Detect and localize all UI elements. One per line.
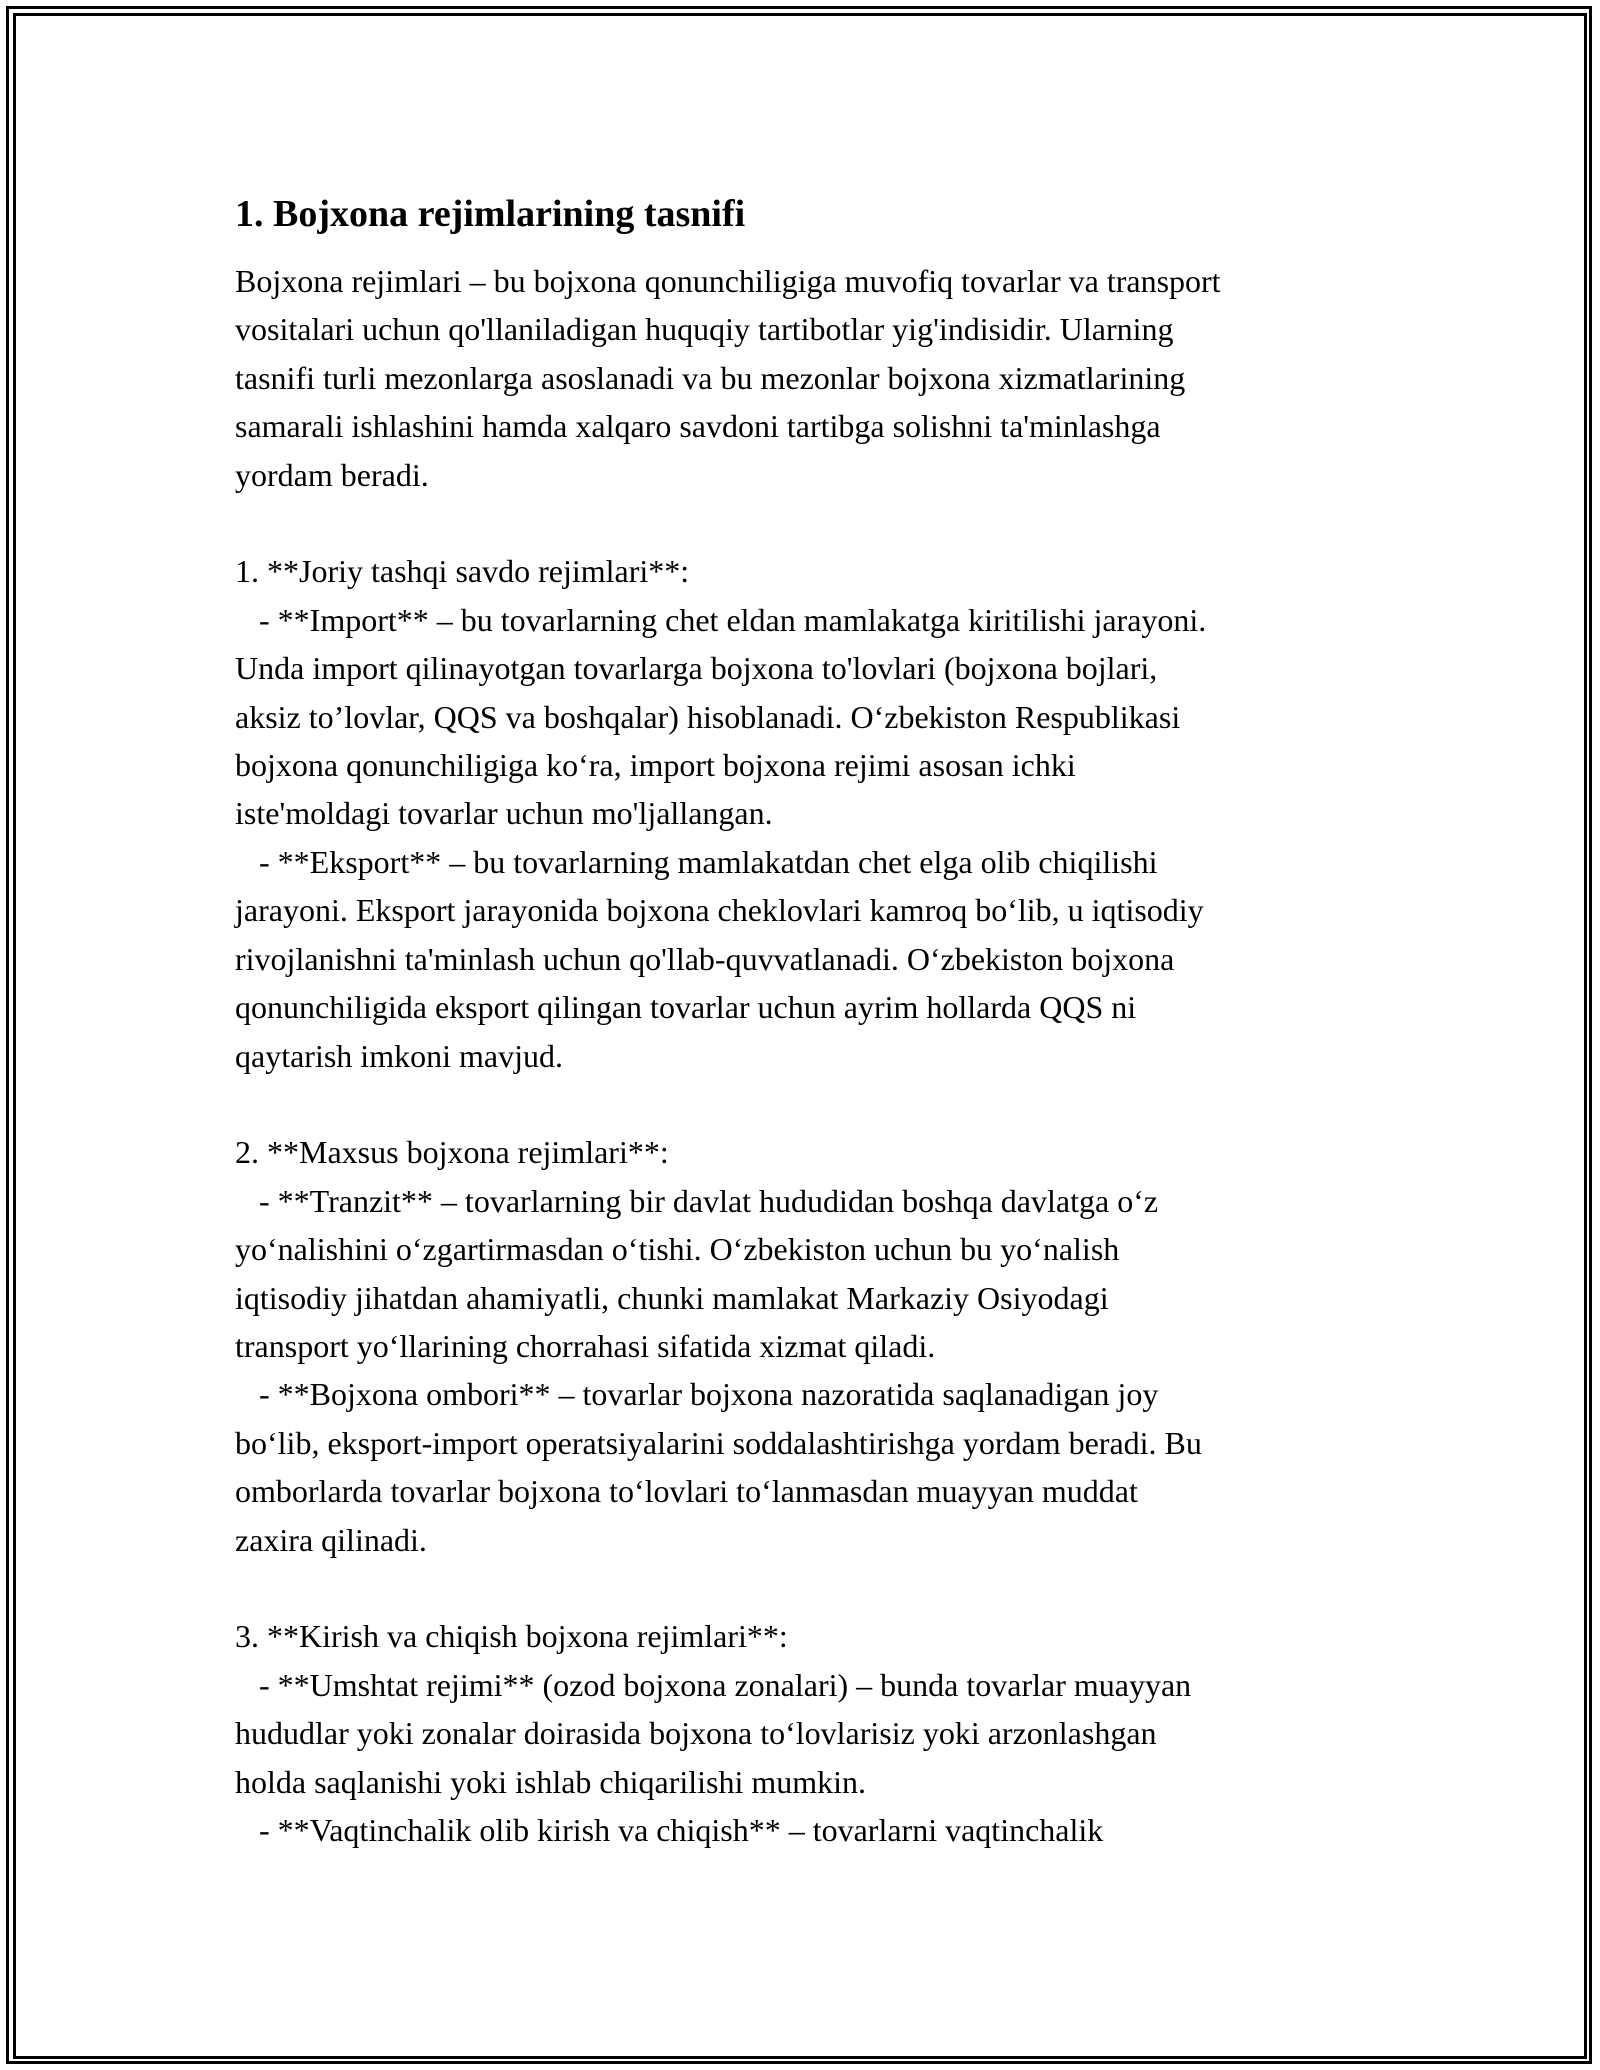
document-title: 1. Bojxona rejimlarining tasnifi [235,193,746,235]
document-body: Bojxona rejimlari – bu bojxona qonunchiligiga muvofiq tovarlar va transport vositalari uchun qo'llaniladigan huquqiy tartibotlar yig'indisidir. Ularning tasnifi turli mezonlarga asoslanadi va bu mezonlar bojxona xizmatlarining samarali ishlashini hamda xalqaro savdoni tartibga solishni ta'minlashga yordam beradi. 1. **Joriy tashqi savdo rejimlari**: - **Import** – bu tovarlarning chet eldan mamlakatga kiritilishi jarayoni. Unda import qilinayotgan tovarlarga bojxona to'lovlari (bojxona bojlari, aksiz to’lovlar, QQS va boshqalar) hisoblanadi. O‘zbekiston Respublikasi bojxona qonunchiligiga ko‘ra, import bojxona rejimi asosan ichki iste'moldagi tovarlar uchun mo'ljallangan. - **Eksport** – bu tovarlarning mamlakatdan chet elga olib chiqilishi jarayoni. Eksport jarayonida bojxona cheklovlari kamroq bo‘lib, u iqtisodiy rivojlanishni ta'minlash uchun qo'llab-quvvatlanadi. O‘zbekiston bojxona qonunchiligida eksport qilingan tovarlar uchun ayrim hollarda QQS ni qaytarish imkoni mavjud. 2. **Maxsus bojxona rejimlari**: - **Tranzit** – tovarlarning bir davlat hududidan boshqa davlatga o‘z yo‘nalishini o‘zgartirmasdan o‘tishi. O‘zbekiston uchun bu yo‘nalish iqtisodiy jihatdan ahamiyatli, chunki mamlakat Markaziy Osiyodagi transport yo‘llarining chorrahasi sifatida xizmat qiladi. - **Bojxona ombori** – tovarlar bojxona nazoratida saqlanadigan joy bo‘lib, eksport-import operatsiyalarini soddalashtirishga yordam beradi. Bu omborlarda tovarlar bojxona to‘lovlari to‘lanmasdan muayyan muddat zaxira qilinadi. 3. **Kirish va chiqish bojxona rejimlari**: - **Umshtat rejimi** (ozod bojxona zonalari) – bunda tovarlar muayyan hududlar yoki zonalar doirasida bojxona to‘lovlarisiz yoki arzonlashgan holda saqlanishi yoki ishlab chiqarilishi mumkin. - **Vaqtinchalik olib kirish va chiqish** – tovarlarni vaqtinchalik [235,263,1221,1848]
document-content [235,185,1375,1854]
